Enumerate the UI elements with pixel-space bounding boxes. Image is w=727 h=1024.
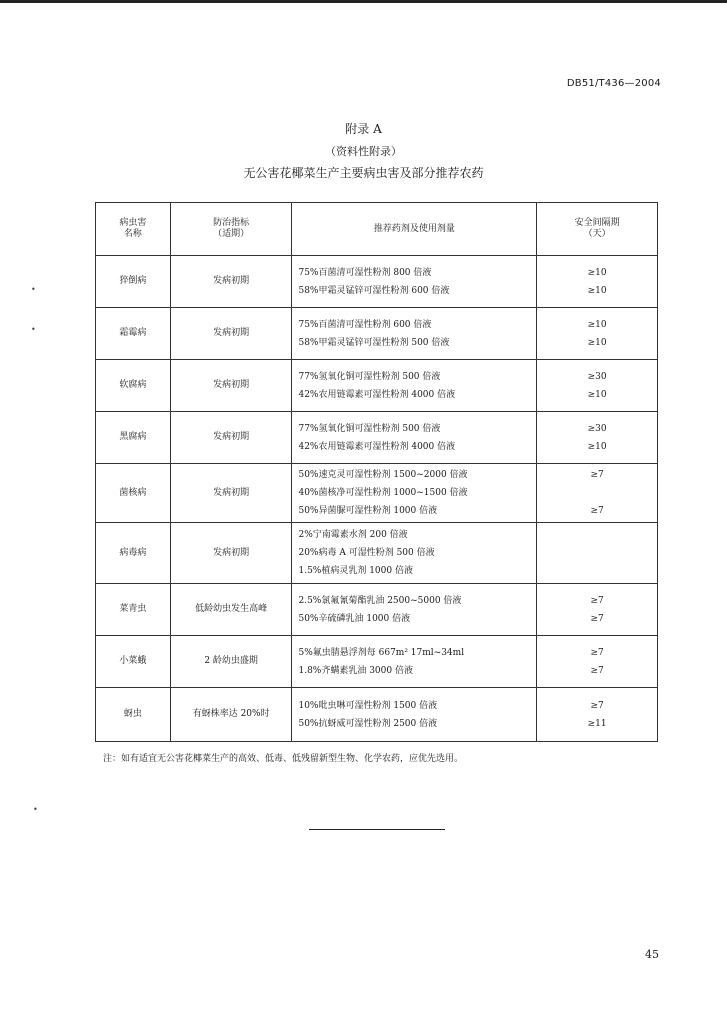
top-border-line	[0, 0, 727, 3]
appendix-subtitle: （资料性附录）	[325, 145, 402, 158]
drug-list	[292, 523, 537, 584]
interval-item: ≥30	[587, 423, 607, 434]
pest-name: 菜青虫	[96, 584, 171, 636]
interval-list	[537, 523, 658, 584]
drug-item: 1.5%植病灵乳剂 1000 倍液	[298, 566, 413, 576]
interval-item: ≥7	[590, 506, 604, 516]
interval-list	[537, 256, 658, 308]
drug-list	[292, 464, 537, 523]
control-indicator: 发病初期	[170, 308, 292, 360]
interval-item	[537, 484, 657, 502]
table-header-row	[96, 203, 658, 256]
interval-item: ≥7	[590, 647, 604, 658]
interval-item: ≥7	[590, 700, 604, 711]
interval-list	[537, 412, 658, 464]
table-row	[96, 636, 658, 688]
interval-item: ≥10	[587, 441, 607, 452]
pest-name: 猝倒病	[96, 256, 171, 308]
interval-list	[537, 360, 658, 412]
page-number: 45	[645, 948, 659, 961]
interval-item: ≥10	[587, 389, 607, 400]
header-drug: 推荐药剂及使用剂量	[292, 203, 537, 256]
drug-item: 10%吡虫啉可湿性粉剂 1500 倍液	[298, 700, 438, 711]
drug-item: 50%辛硫磷乳油 1000 倍液	[298, 613, 411, 624]
drug-list	[292, 636, 537, 688]
pest-name: 霜霉病	[96, 308, 171, 360]
drug-item: 75%百菌清可湿性粉剂 600 倍液	[298, 319, 432, 330]
interval-item: ≥10	[587, 285, 607, 296]
header-pest: 病虫害 名称	[96, 203, 171, 256]
interval-list	[537, 636, 658, 688]
table-note: 注：如有适宜无公害花椰菜生产的高效、低毒、低残留新型生物、化学农药，应优先选用。	[103, 754, 464, 764]
control-indicator: 发病初期	[170, 256, 292, 308]
drug-item: 58%甲霜灵锰锌可湿性粉剂 500 倍液	[298, 337, 450, 348]
header-interval: 安全间隔期 （天）	[537, 203, 658, 256]
table-row	[96, 523, 658, 584]
appendix-title: 附录 A	[345, 122, 382, 136]
pest-name: 软腐病	[96, 360, 171, 412]
pest-name: 黑腐病	[96, 412, 171, 464]
drug-list	[292, 584, 537, 636]
drug-item: 5%氟虫腈悬浮剂每 667m² 17ml~34ml	[298, 647, 465, 658]
control-indicator: 2 龄幼虫盛期	[170, 636, 292, 688]
interval-item: ≥11	[587, 718, 607, 729]
drug-item: 50%抗蚜威可湿性粉剂 2500 倍液	[298, 718, 438, 729]
table-row	[96, 256, 658, 308]
table-row	[96, 584, 658, 636]
scan-speck: •	[31, 325, 36, 334]
drug-item: 1.8%齐螨素乳油 3000 倍液	[298, 665, 413, 676]
drug-list	[292, 308, 537, 360]
pest-name: 蚜虫	[96, 688, 171, 742]
drug-item: 2.5%氯氟氰菊酯乳油 2500~5000 倍液	[298, 595, 462, 606]
drug-list	[292, 360, 537, 412]
control-indicator: 发病初期	[170, 523, 292, 584]
scan-speck: •	[33, 805, 38, 814]
table-row	[96, 412, 658, 464]
interval-item: ≥10	[587, 267, 607, 278]
control-indicator: 发病初期	[170, 464, 292, 523]
interval-item	[537, 562, 657, 580]
drug-item: 50%速克灵可湿性粉剂 1500~2000 倍液	[298, 470, 468, 480]
interval-item	[537, 544, 657, 562]
table-row	[96, 360, 658, 412]
standard-code: DB51/T436—2004	[566, 78, 661, 89]
drug-item: 58%甲霜灵锰锌可湿性粉剂 600 倍液	[298, 285, 450, 296]
drug-item: 50%异菌脲可湿性粉剂 1000 倍液	[298, 506, 438, 516]
drug-item: 2%宁南霉素水剂 200 倍液	[298, 530, 408, 540]
interval-list	[537, 584, 658, 636]
end-rule	[309, 829, 445, 830]
interval-list	[537, 688, 658, 742]
interval-item: ≥7	[590, 665, 604, 676]
interval-item: ≥7	[590, 613, 604, 624]
interval-item: ≥10	[587, 337, 607, 348]
table-row	[96, 464, 658, 523]
drug-list	[292, 688, 537, 742]
drug-item: 77%氢氧化铜可湿性粉剂 500 倍液	[298, 423, 441, 434]
pest-name: 菌核病	[96, 464, 171, 523]
control-indicator: 发病初期	[170, 360, 292, 412]
drug-item: 20%病毒 A 可湿性粉剂 500 倍液	[298, 548, 435, 558]
drug-item: 42%农用链霉素可湿性粉剂 4000 倍液	[298, 389, 456, 400]
drug-item: 40%菌核净可湿性粉剂 1000~1500 倍液	[298, 488, 468, 498]
pest-name: 小菜蛾	[96, 636, 171, 688]
interval-list	[537, 464, 658, 523]
drug-list	[292, 256, 537, 308]
interval-item	[537, 526, 657, 544]
header-indicator: 防治指标 （适期）	[170, 203, 292, 256]
drug-item: 77%氢氧化铜可湿性粉剂 500 倍液	[298, 371, 441, 382]
table-row	[96, 308, 658, 360]
pest-name: 病毒病	[96, 523, 171, 584]
interval-item: ≥7	[590, 470, 604, 480]
interval-item: ≥7	[590, 595, 604, 606]
control-indicator: 有蚜株率达 20%时	[170, 688, 292, 742]
scan-speck: •	[31, 285, 36, 294]
interval-list	[537, 308, 658, 360]
control-indicator: 发病初期	[170, 412, 292, 464]
drug-item: 42%农用链霉素可湿性粉剂 4000 倍液	[298, 441, 456, 452]
pesticide-table	[95, 202, 658, 742]
control-indicator: 低龄幼虫发生高峰	[170, 584, 292, 636]
table-row	[96, 688, 658, 742]
drug-item: 75%百菌清可湿性粉剂 800 倍液	[298, 267, 432, 278]
appendix-caption: 无公害花椰菜生产主要病虫害及部分推荐农药	[243, 166, 484, 180]
drug-list	[292, 412, 537, 464]
interval-item: ≥30	[587, 371, 607, 382]
interval-item: ≥10	[587, 319, 607, 330]
